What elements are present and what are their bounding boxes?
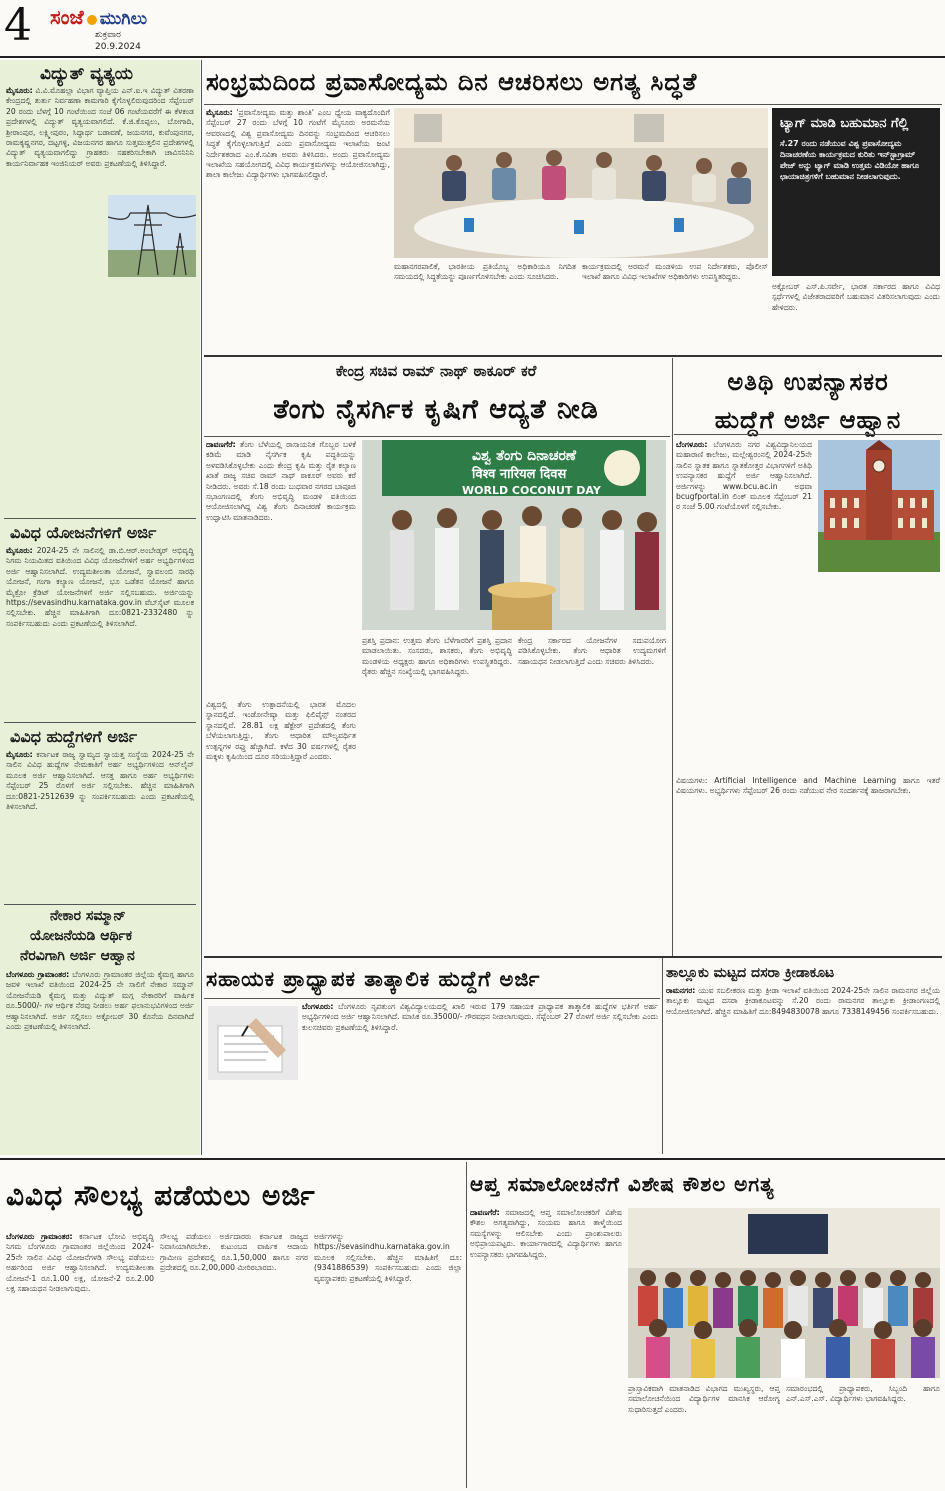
dasara-headline: ತಾಲ್ಲೂಕು ಮಟ್ಟದ ದಸರಾ ಕ್ರೀಡಾಕೂಟ xyxy=(666,965,835,981)
banner-hi: विश्व नारियल दिवस xyxy=(472,467,567,482)
counsel-headline: ಆಪ್ತ ಸಮಾಲೋಚನೆಗೆ ವಿಶೇಷ ಕೌಶಲ ಅಗತ್ಯ xyxy=(470,1172,775,1196)
weaver-title-2: ಯೋಜನೆಯಡಿ ಆರ್ಥಿಕ xyxy=(30,928,133,944)
posts-body xyxy=(6,750,194,900)
coconut-divider xyxy=(672,358,673,956)
clock-icon xyxy=(873,460,885,472)
section-rule-2 xyxy=(204,956,942,958)
sidebar-rule-1 xyxy=(4,518,196,519)
lead-dateline: ಮೈಸೂರು: xyxy=(206,108,233,117)
lead-col1-text: 'ಪ್ರವಾಸೋದ್ಯಮ ಮತ್ತು ಶಾಂತಿ' ಎಂಬ ಧ್ಯೇಯ ವಾಕ್ಯದೊಂದಿಗೆ ಸೆಪ್ಟೆಂಬರ್ 27 ರಂದು ಬೆಳಗ್ಗೆ 10 ಗಂಟೆಗೆ ಮೈಸೂರು ಅರಮನೆಯ ಆವರಣದಲ್ಲಿ ವಿಶ್ವ ಪ್ರವಾಸೋದ್ಯಮ ದಿನವನ್ನು ಸಂಭ್ರಮದಿಂದ ಆಚರಿಸಲು ಸಿದ್ಧತೆ ಕೈಗೊಳ್ಳಲಾಗುತ್ತಿದೆ ಎಂದು ಪ್ರವಾಸೋದ್ಯಮ ಇಲಾಖೆಯ ಜಂಟಿ ನಿರ್ದೇಶಕರಾದ ಎಂ.ಕೆ.ಸವಿತಾ ಅವರು ತಿಳಿಸಿದರು. ಅಂದು ಪ್ರವಾಸೋದ್ಯಮ ಇಲಾಖೆಯ ಸಹಯೋಗದಲ್ಲಿ ವಿವಿಧ ಕಾರ್ಯಕ್ರಮಗಳನ್ನು ಆಯೋಜಿಸಲಾಗಿದ್ದು, ಶಾಲಾ ಕಾಲೇಜು ವಿದ್ಯಾರ್ಥಿಗಳು ಭಾಗವಹಿಸಲಿದ್ದಾರೆ. xyxy=(206,108,390,180)
power-body xyxy=(6,86,194,514)
sidebar-rule-2 xyxy=(4,722,196,723)
coconut-dateline: ದಾವಣಗೆರೆ: xyxy=(206,440,236,449)
lead-photo-caption-1: ಮಹಾನಗರಪಾಲಿಕೆ, ಭಾರತೀಯ ಪ್ರತಿಯೊಬ್ಬ ಅಧಿಕಾರಿಯೂ ನಿಗದಿತ ಸಮಯದಲ್ಲಿ ಸಿದ್ಧತೆಯನ್ನು ಪೂರ್ಣಗೊಳಿಸಬೇಕು ಎಂದು ಸೂಚಿಸಿದರು. xyxy=(394,262,576,282)
tag-box-title: ಟ್ಯಾಗ್ ಮಾಡಿ ಬಹುಮಾನ ಗೆಲ್ಲಿ xyxy=(780,116,909,131)
posts-title: ವಿವಿಧ ಹುದ್ದೆಗಳಿಗೆ ಅರ್ಜಿ xyxy=(10,727,137,746)
guest-dateline: ಬೆಂಗಳೂರು: xyxy=(676,440,708,449)
coconut-kicker: ಕೇಂದ್ರ ಸಚಿವ ರಾಮ್ ನಾಥ್ ಠಾಕೂರ್ ಕರೆ xyxy=(335,362,537,380)
schemes-text: 2024-25 ನೇ ಸಾಲಿನಲ್ಲಿ ಡಾ.ಬಿ.ಆರ್.ಅಂಬೇಡ್ಕರ್ ಅಭಿವೃದ್ಧಿ ನಿಗಮ ನಿಯಮಿತದ ವತಿಯಿಂದ ವಿವಿಧ ಯೋಜನೆಗಳಿಗೆ ಅರ್ಹ ಅಭ್ಯರ್ಥಿಗಳಿಂದ ಅರ್ಜಿ ಆಹ್ವಾನಿಸಲಾಗಿದೆ. ಉದ್ಯಮಶೀಲತಾ ಯೋಜನೆ, ಸ್ವಾವಲಂಬಿ ಸಾರಥಿ ಯೋಜನೆ, ಗಂಗಾ ಕಲ್ಯಾಣ ಯೋಜನೆ, ಭೂ ಒಡೆತನ ಯೋಜನೆ ಹಾಗೂ ಮೈಕ್ರೋ ಕ್ರೆಡಿಟ್ ಯೋಜನೆಗಳಿಗೆ ಅರ್ಜಿ ಸಲ್ಲಿಸಬಹುದು. ಅರ್ಜಿಯನ್ನು https://sevasindhu.karnataka.gov.in ವೆಬ್‌ಸೈಟ್ ಮೂಲಕ ಸಲ್ಲಿಸಬೇಕು. ಹೆಚ್ಚಿನ ಮಾಹಿತಿಗಾಗಿ ದೂ:0821-2332480 ನ್ನು ಸಂಪರ್ಕಿಸಬಹುದು ಎಂದು ಪ್ರಕಟಣೆಯಲ್ಲಿ ತಿಳಿಸಲಾಗಿದೆ. xyxy=(6,546,194,628)
brand-second: ಮುಗಿಲು xyxy=(99,9,148,29)
section-rule-3 xyxy=(0,1158,945,1160)
counsel-col2: ಪ್ರಾಸ್ತಾವಿಕವಾಗಿ ಮಾತನಾಡಿದ ವಿಭಾಗದ ಮುಖ್ಯಸ್ಥರು, ಆಪ್ತ ಸಮಾಲೋಚನೆಯಿಂದ ವಿದ್ಯಾರ್ಥಿಗಳ ಮಾನಸಿಕ ಆರೋಗ್ಯ ಸುಧಾರಿಸುತ್ತದೆ ಎಂದರು. xyxy=(628,1384,780,1414)
lead-col1 xyxy=(206,108,390,340)
banner-en: WORLD COCONUT DAY xyxy=(462,484,601,497)
asst-prof-text: ಬೆಂಗಳೂರು ನೃಪತುಂಗ ವಿಶ್ವವಿದ್ಯಾಲಯದಲ್ಲಿ ಖಾಲಿ ಇರುವ 179 ಸಹಾಯಕ ಪ್ರಾಧ್ಯಾಪಕ ತಾತ್ಕಾಲಿಕ ಹುದ್ದೆಗಳ ಭರ್ತಿಗೆ ಅರ್ಹ ಅಭ್ಯರ್ಥಿಗಳಿಂದ ಅರ್ಜಿ ಆಹ್ವಾನಿಸಲಾಗಿದೆ. ಮಾಸಿಕ ರೂ.35000/- ಗೌರವಧನ ನೀಡಲಾಗುವುದು. ಸೆಪ್ಟೆಂಬರ್ 27 ರೊಳಗೆ ಅರ್ಜಿ ಸಲ್ಲಿಸಬೇಕು ಎಂದು ಕುಲಸಚಿವರು ಪ್ರಕಟಣೆಯಲ್ಲಿ ತಿಳಿಸಿದ್ದಾರೆ. xyxy=(302,1002,658,1032)
facilities-col1-text: ಕರ್ನಾಟಕ ಭೋವಿ ಅಭಿವೃದ್ಧಿ ನಿಗಮ ಬೆಂಗಳೂರು ಗ್ರಾಮಾಂತರ ಜಿಲ್ಲೆಯಿಂದ 2024-25ನೇ ಸಾಲಿನ ವಿವಿಧ ಯೋಜನೆಗಳಡಿ ಸೌಲಭ್ಯ ಪಡೆಯಲು ಅರ್ಹರಿಂದ ಅರ್ಜಿ ಆಹ್ವಾನಿಸಲಾಗಿದೆ. ಉದ್ಯಮಶೀಲತಾ ಯೋಜನೆ-1 ರೂ.1.00 ಲಕ್ಷ, ಯೋಜನೆ-2 ರೂ.2.00 ಲಕ್ಷ ಸಹಾಯಧನ ನೀಡಲಾಗುವುದು. xyxy=(6,1232,154,1294)
coconut-icon xyxy=(604,450,640,486)
lead-photo-caption-2: ಕಾರ್ಯಕ್ರಮದಲ್ಲಿ ಅರಮನೆ ಮಂಡಳಿಯ ಉಪ ನಿರ್ದೇಶಕರು, ಪೊಲೀಸ್ ಇಲಾಖೆ ಹಾಗೂ ವಿವಿಧ ಇಲಾಖೆಗಳ ಅಧಿಕಾರಿಗಳು ಉಪಸ್ಥಿತರಿದ್ದರು. xyxy=(582,262,768,282)
asst-prof-dateline: ಬೆಂಗಳೂರು: xyxy=(302,1002,334,1011)
tag-follow-text: ಅಕ್ಟೋಬರ್ ಎಸ್.ಪಿ.ಸರ್ವೇ, ಭಾರತ ಸರ್ಕಾರದ ಹಾಗೂ ವಿವಿಧ ಸ್ಪರ್ಧೆಗಳಲ್ಲಿ ವಿಜೇತರಾದವರಿಗೆ ಬಹುಮಾನ ವಿತರಿಸಲಾಗುವುದು ಎಂದು ಹೇಳಿದರು. xyxy=(772,282,940,312)
facilities-dateline: ಬೆಂಗಳೂರು ಗ್ರಾಮಾಂತರ: xyxy=(6,1232,73,1241)
tag-box-text: ಸೆ.27 ರಂದು ನಡೆಯುವ ವಿಶ್ವ ಪ್ರವಾಸೋದ್ಯಮ ದಿನಾಚರಣೆಯ ಕಾರ್ಯಕ್ರಮದ ಕುರಿತು ಇನ್‌ಸ್ಟಾಗ್ರಾಮ್ ಪೇಜ್ ಅನ್ನು ಟ್ಯಾಗ್ ಮಾಡಿ ಉತ್ತಮ ವಿಡಿಯೋ ಹಾಗೂ ಛಾಯಾಚಿತ್ರಗಳಿಗೆ ಬಹುಮಾನ ನೀಡಲಾಗುವುದು. xyxy=(780,139,920,181)
counsel-col1 xyxy=(470,1208,622,1486)
facilities-headline: ವಿವಿಧ ಸೌಲಭ್ಯ ಪಡೆಯಲು ಅರ್ಜಿ xyxy=(6,1179,316,1212)
weaver-title-1: ನೇಕಾರ ಸಮ್ಮಾನ್ xyxy=(50,908,126,924)
guest-body xyxy=(676,440,812,770)
lead-rule xyxy=(204,104,942,105)
schemes-title: ವಿವಿಧ ಯೋಜನೆಗಳಿಗೆ ಅರ್ಜಿ xyxy=(10,523,157,542)
group-photo xyxy=(628,1208,940,1378)
weaver-dateline: ಬೆಂಗಳೂರು ಗ್ರಾಮಾಂತರ: xyxy=(6,970,70,979)
guest-subjects: ವಿಷಯಗಳು: Artificial Intelligence and Machine Learning ಹಾಗೂ ಇತರೆ ವಿಷಯಗಳು. ಅಭ್ಯರ್ಥಿಗಳು ಸೆಪ್ಟೆಂಬರ್ 26 ರಂದು ನಡೆಯುವ ನೇರ ಸಂದರ್ಶನಕ್ಕೆ ಹಾಜರಾಗಬೇಕು. xyxy=(676,776,940,796)
sidebar-rule-3 xyxy=(4,904,196,905)
banner-kn: ವಿಶ್ವ ತೆಂಗು ದಿನಾಚರಣೆ xyxy=(472,448,577,464)
coconut-day-photo xyxy=(362,440,666,630)
posts-text: ಕರ್ನಾಟಕ ರಾಜ್ಯ ಸ್ವಾಮ್ಯದ ಸ್ವಾಯತ್ತ ಸಂಸ್ಥೆಯ 2024-25 ನೇ ಸಾಲಿನ ವಿವಿಧ ಹುದ್ದೆಗಳ ನೇಮಕಾತಿಗೆ ಅರ್ಹ ಅಭ್ಯರ್ಥಿಗಳಿಂದ ಆನ್‌ಲೈನ್ ಮೂಲಕ ಅರ್ಜಿ ಆಹ್ವಾನಿಸಲಾಗಿದೆ. ಆಸಕ್ತ ಹಾಗೂ ಅರ್ಹ ಅಭ್ಯರ್ಥಿಗಳು ಸೆಪ್ಟೆಂಬರ್ 25 ರೊಳಗೆ ಅರ್ಜಿ ಸಲ್ಲಿಸಬೇಕು. ಹೆಚ್ಚಿನ ಮಾಹಿತಿಗಾಗಿ ದೂ:0821-2512639 ನ್ನು ಸಂಪರ್ಕಿಸಬಹುದು ಎಂದು ಪ್ರಕಟಣೆಯಲ್ಲಿ ತಿಳಿಸಲಾಗಿದೆ. xyxy=(6,750,194,812)
section-rule-1 xyxy=(204,355,942,357)
posts-dateline: ಮೈಸೂರು: xyxy=(6,750,33,759)
counsel-col1-text: ಸಮಾಜದಲ್ಲಿ ಆಪ್ತ ಸಮಾಲೋಚಕರಿಗೆ ವಿಶೇಷ ಕೌಶಲ ಅಗತ್ಯವಾಗಿದ್ದು, ಸಂಯಮ ಹಾಗೂ ತಾಳ್ಮೆಯಿಂದ ಸಮಸ್ಯೆಗಳನ್ನು ಆಲಿಸಬೇಕು ಎಂದು ಪ್ರಾಂಶುಪಾಲರು ಅಭಿಪ್ರಾಯಪಟ್ಟರು. ಕಾರ್ಯಾಗಾರದಲ್ಲಿ ವಿದ್ಯಾರ್ಥಿಗಳು ಹಾಗೂ ಉಪನ್ಯಾಸಕರು ಭಾಗವಹಿಸಿದ್ದರು. xyxy=(470,1208,622,1259)
guest-text: ಬೆಂಗಳೂರು ನಗರ ವಿಶ್ವವಿದ್ಯಾನಿಲಯದ ಮಹಾರಾಣಿ ಕಾಲೇಜು, ಮಲ್ಲೇಶ್ವರಂನಲ್ಲಿ 2024-25ನೇ ಸಾಲಿನ ಸ್ನಾತಕ ಹಾಗೂ ಸ್ನಾತಕೋತ್ತರ ವಿಭಾಗಗಳಿಗೆ ಅತಿಥಿ ಉಪನ್ಯಾಸಕರ ಹುದ್ದೆಗೆ ಅರ್ಜಿ ಆಹ್ವಾನಿಸಲಾಗಿದೆ. ಅರ್ಜಿಗಳನ್ನು www.bcu.ac.in ಅಥವಾ bcugfportal.in ಲಿಂಕ್ ಮೂಲಕ ಸೆಪ್ಟೆಂಬರ್ 21 ರ ಸಂಜೆ 5.00 ಗಂಟೆಯೊಳಗೆ ಸಲ್ಲಿಸಬೇಕು. xyxy=(676,440,812,512)
dasara-text: ಯುವ ಸಬಲೀಕರಣ ಮತ್ತು ಕ್ರೀಡಾ ಇಲಾಖೆ ವತಿಯಿಂದ 2024-25ನೇ ಸಾಲಿನ ರಾಮನಗರ ಜಿಲ್ಲೆಯ ತಾಲ್ಲೂಕು ಮಟ್ಟದ ದಸರಾ ಕ್ರೀಡಾಕೂಟವನ್ನು ಸೆ.20 ರಂದು ರಾಮನಗರ ತಾಲ್ಲೂಕು ಕ್ರೀಡಾಂಗಣದಲ್ಲಿ ಆಯೋಜಿಸಲಾಗಿದೆ. ಹೆಚ್ಚಿನ ಮಾಹಿತಿಗೆ ದೂ:8494830078 ಹಾಗೂ 7338149456 ಸಂಪರ್ಕಿಸಬಹುದು. xyxy=(666,986,940,1016)
page-number: 4 xyxy=(4,0,32,51)
coconut-headline: ತೆಂಗು ನೈಸರ್ಗಿಕ ಕೃಷಿಗೆ ಆದ್ಯತೆ ನೀಡಿ xyxy=(273,394,599,425)
coconut-col3: ಪ್ರಶಸ್ತಿ ಪ್ರದಾನ: ಉತ್ತಮ ತೆಂಗು ಬೆಳೆಗಾರರಿಗೆ ಪ್ರಶಸ್ತಿ ಪ್ರದಾನ ಮಾಡಲಾಯಿತು. ಸಂಸದರು, ಶಾಸಕರು, ತೆಂಗು ಅಭಿವೃದ್ಧಿ ಮಂಡಳಿಯ ಅಧ್ಯಕ್ಷರು ಹಾಗೂ ಅಧಿಕಾರಿಗಳು ಉಪಸ್ಥಿತರಿದ್ದರು. ರೈತರು ಹೆಚ್ಚಿನ ಸಂಖ್ಯೆಯಲ್ಲಿ ಭಾಗವಹಿಸಿದ್ದರು. xyxy=(362,636,512,677)
writing-hand-photo xyxy=(208,1006,298,1080)
asst-prof-headline: ಸಹಾಯಕ ಪ್ರಾಧ್ಯಾಪಕ ತಾತ್ಕಾಲಿಕ ಹುದ್ದೆಗೆ ಅರ್ಜಿ xyxy=(206,967,541,991)
facilities-col2: ಸೌಲಭ್ಯ ಪಡೆಯಲು ಅರ್ಜಿದಾರರು ಕರ್ನಾಟಕ ರಾಜ್ಯದ ನಿವಾಸಿಯಾಗಿರಬೇಕು. ಕುಟುಂಬದ ವಾರ್ಷಿಕ ಆದಾಯ ಗ್ರಾಮೀಣ ಪ್ರದೇಶದಲ್ಲಿ ರೂ.1,50,000 ಹಾಗೂ ನಗರ ಪ್ರದೇಶದಲ್ಲಿ ರೂ.2,00,000 ಮೀರಿರಬಾರದು. xyxy=(160,1232,308,1273)
coconut-col4: ಕೇಂದ್ರ ಸರ್ಕಾರದ ಯೋಜನೆಗಳ ಸದುಪಯೋಗ ಪಡಿಸಿಕೊಳ್ಳಬೇಕು. ತೆಂಗು ಆಧಾರಿತ ಉದ್ಯಮಗಳಿಗೆ ಸಹಾಯಧನ ನೀಡಲಾಗುತ್ತಿದೆ ಎಂದು ಸಚಿವರು ತಿಳಿಸಿದರು. xyxy=(518,636,666,666)
weaver-title-3: ನೆರವಿಗಾಗಿ ಅರ್ಜಿ ಆಹ್ವಾನ xyxy=(20,948,135,964)
sun-icon xyxy=(87,15,97,25)
power-dateline: ಮೈಸೂರು: xyxy=(6,86,33,95)
dasara-dateline: ರಾಮನಗರ: xyxy=(666,986,696,995)
guest-headline-1: ಅತಿಥಿ ಉಪನ್ಯಾಸಕರ xyxy=(727,368,889,396)
schemes-body xyxy=(6,546,194,716)
lead-headline: ಸಂಭ್ರಮದಿಂದ ಪ್ರವಾಸೋದ್ಯಮ ದಿನ ಆಚರಿಸಲು ಅಗತ್ಯ ಸಿದ್ಧತೆ xyxy=(206,68,698,96)
asst-prof-rule xyxy=(204,998,660,999)
meeting-photo xyxy=(394,108,768,258)
facilities-col1 xyxy=(6,1232,154,1486)
weaver-text: ಬೆಂಗಳೂರು ಗ್ರಾಮಾಂತರ ಜಿಲ್ಲೆಯ ಕೈಮಗ್ಗ ಹಾಗೂ ಜವಳಿ ಇಲಾಖೆ ವತಿಯಿಂದ 2024-25 ನೇ ಸಾಲಿಗೆ ನೇಕಾರ ಸಮ್ಮಾನ್ ಯೋಜನೆಯಡಿ ಕೈಮಗ್ಗ ಮತ್ತು ವಿದ್ಯುತ್ ಮಗ್ಗ ನೇಕಾರರಿಗೆ ವಾರ್ಷಿಕ ರೂ.5000/- ಗಳ ಆರ್ಥಿಕ ನೆರವು ನೀಡಲು ಅರ್ಹ ಫಲಾನುಭವಿಗಳಿಂದ ಅರ್ಜಿ ಆಹ್ವಾನಿಸಲಾಗಿದೆ. ಅರ್ಜಿ ಸಲ್ಲಿಸಲು ಅಕ್ಟೋಬರ್ 30 ಕೊನೆಯ ದಿನವಾಗಿದೆ ಎಂದು ಪ್ರಕಟಣೆಯಲ್ಲಿ ತಿಳಿಸಲಾಗಿದೆ. xyxy=(6,970,194,1032)
coconut-col2: ವಿಶ್ವದಲ್ಲಿ ತೆಂಗು ಉತ್ಪಾದನೆಯಲ್ಲಿ ಭಾರತ ಮೊದಲ ಸ್ಥಾನದಲ್ಲಿದೆ. ಇಂಡೋನೇಷ್ಯಾ ಮತ್ತು ಫಿಲಿಪೈನ್ಸ್ ನಂತರದ ಸ್ಥಾನದಲ್ಲಿವೆ. 28.81 ಲಕ್ಷ ಹೆಕ್ಟೇರ್ ಪ್ರದೇಶದಲ್ಲಿ ತೆಂಗು ಬೆಳೆಯಲಾಗುತ್ತಿದ್ದು, ತೆಂಗು ಆಧಾರಿತ ಮೌಲ್ಯವರ್ಧಿತ ಉತ್ಪನ್ನಗಳ ರಫ್ತು ಹೆಚ್ಚಾಗಿದೆ. ಕಳೆದ 30 ವರ್ಷಗಳಲ್ಲಿ ರೈತರ ಮಕ್ಕಳು ಕೃಷಿಯಿಂದ ದೂರ ಸರಿಯುತ್ತಿದ್ದಾರೆ ಎಂದರು. xyxy=(206,700,356,762)
sidebar-divider xyxy=(201,60,202,1155)
power-text: ವಿ.ವಿ.ಮೊಹಲ್ಲಾ ವಿಭಾಗ ವ್ಯಾಪ್ತಿಯ ಎನ್.ಐ.ಇ ವಿದ್ಯುತ್ ವಿತರಣಾ ಕೇಂದ್ರದಲ್ಲಿ ತುರ್ತು ನಿರ್ವಹಣಾ ಕಾಮಗಾರಿ ಕೈಗೊಳ್ಳಲಿರುವುದರಿಂದ ಸೆಪ್ಟೆಂಬರ್ 20 ರಂದು ಬೆಳಗ್ಗೆ 10 ಗಂಟೆಯಿಂದ ಸಂಜೆ 06 ಗಂಟೆಯವರೆಗೆ ಈ ಕೆಳಕಂಡ ಪ್ರದೇಶಗಳಲ್ಲಿ ವಿದ್ಯುತ್ ವ್ಯತ್ಯಯವಾಗಲಿದೆ. ಕೆ.ಜಿ.ಕೊಪ್ಪಲು, ಬೋಗಾದಿ, ಶ್ರೀರಾಂಪುರ, ಲಕ್ಷ್ಮೀಪುರಂ, ಸಿದ್ಧಾರ್ಥ ಬಡಾವಣೆ, ಜಯನಗರ, ಕುವೆಂಪುನಗರ, ರಾಮಕೃಷ್ಣನಗರ, ದಟ್ಟಗಳ್ಳಿ, ವಿಜಯನಗರ ಹಾಗೂ ಸುತ್ತಮುತ್ತಲಿನ ಪ್ರದೇಶಗಳಲ್ಲಿ ವಿದ್ಯುತ್ ವ್ಯತ್ಯಯವಾಗಲಿದ್ದು ಗ್ರಾಹಕರು ಸಹಕರಿಸಬೇಕಾಗಿ ಚಾವಿಸನಿನಿನಿ ಕಾರ್ಯನಿರ್ವಾಹಕ ಇಂಜಿನಿಯರ್ ಅವರು ಪ್ರಕಟಣೆಯಲ್ಲಿ ತಿಳಿಸಿದ್ದಾರೆ. xyxy=(6,86,194,168)
counsel-dateline: ದಾವಣಗೆರೆ: xyxy=(470,1208,500,1217)
facilities-divider xyxy=(466,1162,467,1488)
masthead-date: 20.9.2024 xyxy=(95,42,141,52)
masthead-logo xyxy=(50,4,220,32)
masthead-rule xyxy=(0,56,945,58)
guest-headline-2: ಹುದ್ದೆಗೆ ಅರ್ಜಿ ಆಹ್ವಾನ xyxy=(714,406,902,434)
asst-prof-divider xyxy=(662,958,663,1154)
masthead-day: ಶುಕ್ರವಾರ xyxy=(95,30,121,40)
facilities-col3: ಅರ್ಜಿಗಳನ್ನು https://sevasindhu.karnataka.gov.in ಮೂಲಕ ಸಲ್ಲಿಸಬೇಕು. ಹೆಚ್ಚಿನ ಮಾಹಿತಿಗೆ ದೂ: (9341886539) ಸಂಪರ್ಕಿಸಬಹುದು ಎಂದು ಜಿಲ್ಲಾ ವ್ಯವಸ್ಥಾಪಕರು ಪ್ರಕಟಣೆಯಲ್ಲಿ ತಿಳಿಸಿದ್ದಾರೆ. xyxy=(314,1232,462,1283)
power-title: ವಿದ್ಯುತ್ ವ್ಯತ್ಯಯ xyxy=(40,64,133,84)
brand-first: ಸಂಜೆ xyxy=(50,5,84,29)
power-tower-illustration xyxy=(108,195,196,277)
coconut-col1-text: ತೆಂಗು ಬೆಳೆಯಲ್ಲಿ ರಾಸಾಯನಿಕ ಗೊಬ್ಬರ ಬಳಕೆ ಕಡಿಮೆ ಮಾಡಿ ನೈಸರ್ಗಿಕ ಕೃಷಿ ಪದ್ಧತಿಯನ್ನು ಅಳವಡಿಸಿಕೊಳ್ಳಬೇಕು ಎಂದು ಕೇಂದ್ರ ಕೃಷಿ ಮತ್ತು ರೈತ ಕಲ್ಯಾಣ ಖಾತೆ ರಾಜ್ಯ ಸಚಿವ ರಾಮ್ ನಾಥ್ ಠಾಕೂರ್ ಅವರು ಕರೆ ನೀಡಿದರು. ಅವರು ಸೆ.18 ರಂದು ಬುಧವಾರ ನಗರದ ಬಾಪೂಜಿ ಸಭಾಂಗಣದಲ್ಲಿ ತೆಂಗು ಅಭಿವೃದ್ಧಿ ಮಂಡಳಿ ವತಿಯಿಂದ ಆಯೋಜಿಸಲಾಗಿದ್ದ ವಿಶ್ವ ತೆಂಗು ದಿನಾಚರಣೆ ಕಾರ್ಯಕ್ರಮ ಉದ್ಘಾಟಿಸಿ ಮಾತನಾಡಿದರು. xyxy=(206,440,356,522)
coconut-col1 xyxy=(206,440,356,694)
weaver-body xyxy=(6,970,194,1150)
counsel-col3: ಸಮಾರಂಭದಲ್ಲಿ ಪ್ರಾಧ್ಯಾಪಕರು, ಸಿಬ್ಬಂದಿ ಹಾಗೂ ಎನ್.ಎಸ್.ಎಸ್. ವಿದ್ಯಾರ್ಥಿಗಳು ಭಾಗವಹಿಸಿದ್ದರು. xyxy=(786,1384,940,1404)
guest-rule xyxy=(674,434,942,435)
coconut-rule xyxy=(204,436,670,437)
college-building-photo xyxy=(818,440,940,572)
schemes-dateline: ಮೈಸೂರು: xyxy=(6,546,33,555)
dasara-body xyxy=(666,986,940,1152)
tag-box xyxy=(772,108,940,276)
